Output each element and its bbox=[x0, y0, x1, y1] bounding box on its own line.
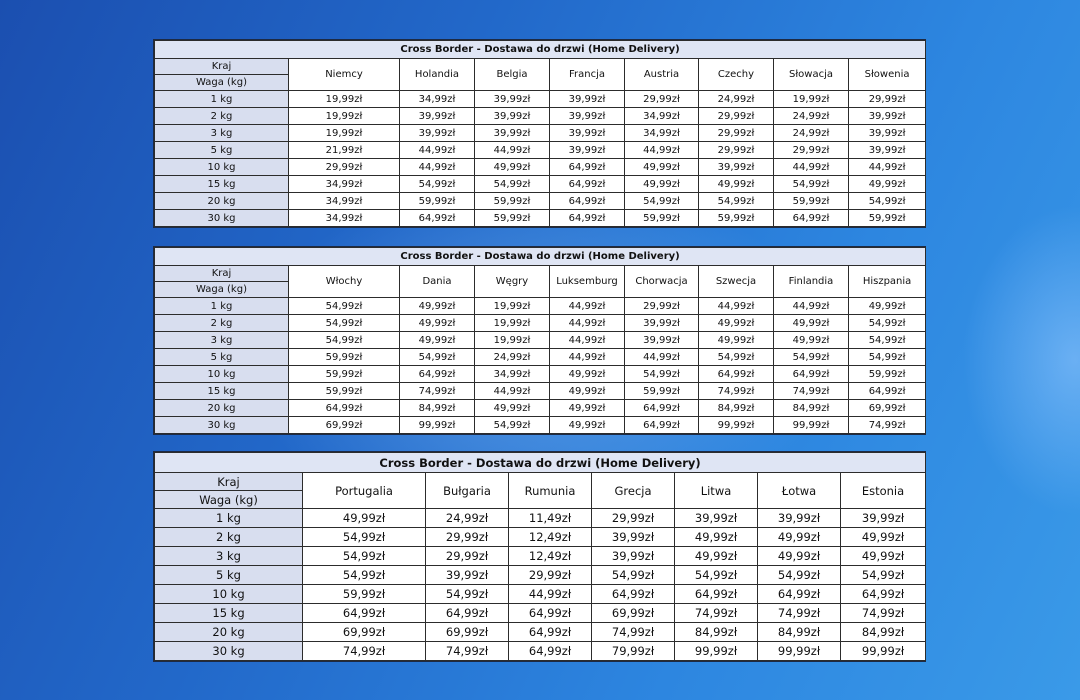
price-cell: 54,99zł bbox=[774, 349, 849, 366]
country-header: Belgia bbox=[475, 59, 550, 91]
price-cell: 44,99zł bbox=[550, 315, 625, 332]
country-header: Słowenia bbox=[849, 59, 926, 91]
price-cell: 49,99zł bbox=[303, 509, 426, 528]
price-cell: 49,99zł bbox=[625, 159, 699, 176]
weight-label: 1 kg bbox=[155, 298, 289, 315]
price-cell: 59,99zł bbox=[625, 210, 699, 227]
price-cell: 39,99zł bbox=[400, 108, 475, 125]
price-cell: 59,99zł bbox=[289, 366, 400, 383]
weight-label: 2 kg bbox=[155, 315, 289, 332]
table-row bbox=[155, 417, 926, 434]
price-cell: 64,99zł bbox=[699, 366, 774, 383]
weight-label: 1 kg bbox=[155, 509, 303, 528]
price-cell: 84,99zł bbox=[699, 400, 774, 417]
price-cell: 12,49zł bbox=[509, 547, 592, 566]
table-row bbox=[155, 193, 926, 210]
country-header: Finlandia bbox=[774, 266, 849, 298]
price-cell: 79,99zł bbox=[592, 642, 675, 661]
table-row bbox=[155, 332, 926, 349]
price-cell: 59,99zł bbox=[289, 349, 400, 366]
price-cell: 54,99zł bbox=[426, 585, 509, 604]
weight-label: 30 kg bbox=[155, 417, 289, 434]
price-cell: 74,99zł bbox=[592, 623, 675, 642]
price-cell: 99,99zł bbox=[675, 642, 758, 661]
price-cell: 49,99zł bbox=[758, 528, 841, 547]
country-header: Węgry bbox=[475, 266, 550, 298]
price-cell: 69,99zł bbox=[592, 604, 675, 623]
weight-label: 5 kg bbox=[155, 566, 303, 585]
price-cell: 39,99zł bbox=[849, 125, 926, 142]
weight-label: 5 kg bbox=[155, 349, 289, 366]
table-row bbox=[155, 210, 926, 227]
price-cell: 54,99zł bbox=[400, 176, 475, 193]
price-cell: 29,99zł bbox=[509, 566, 592, 585]
price-cell: 19,99zł bbox=[289, 108, 400, 125]
table-row bbox=[155, 91, 926, 108]
price-cell: 74,99zł bbox=[699, 383, 774, 400]
price-cell: 74,99zł bbox=[774, 383, 849, 400]
table-row bbox=[155, 176, 926, 193]
table-title: Cross Border - Dostawa do drzwi (Home Delivery) bbox=[155, 453, 926, 473]
price-cell: 19,99zł bbox=[475, 315, 550, 332]
price-cell: 39,99zł bbox=[758, 509, 841, 528]
price-cell: 74,99zł bbox=[849, 417, 926, 434]
price-cell: 49,99zł bbox=[475, 159, 550, 176]
header-country-label: Kraj bbox=[155, 59, 289, 75]
price-cell: 21,99zł bbox=[289, 142, 400, 159]
price-cell: 29,99zł bbox=[289, 159, 400, 176]
weight-label: 15 kg bbox=[155, 604, 303, 623]
weight-label: 2 kg bbox=[155, 528, 303, 547]
price-cell: 19,99zł bbox=[774, 91, 849, 108]
price-cell: 59,99zł bbox=[774, 193, 849, 210]
price-cell: 19,99zł bbox=[475, 298, 550, 315]
price-cell: 39,99zł bbox=[841, 509, 926, 528]
price-cell: 29,99zł bbox=[699, 125, 774, 142]
weight-label: 3 kg bbox=[155, 547, 303, 566]
price-cell: 54,99zł bbox=[289, 315, 400, 332]
price-cell: 64,99zł bbox=[550, 210, 625, 227]
table-row bbox=[155, 509, 926, 528]
weight-label: 20 kg bbox=[155, 193, 289, 210]
price-cell: 64,99zł bbox=[509, 623, 592, 642]
price-cell: 44,99zł bbox=[550, 349, 625, 366]
price-cell: 59,99zł bbox=[699, 210, 774, 227]
price-cell: 84,99zł bbox=[758, 623, 841, 642]
price-cell: 64,99zł bbox=[400, 366, 475, 383]
price-cell: 64,99zł bbox=[550, 193, 625, 210]
table-row bbox=[155, 642, 926, 661]
country-header: Holandia bbox=[400, 59, 475, 91]
price-cell: 64,99zł bbox=[426, 604, 509, 623]
table-row bbox=[155, 623, 926, 642]
country-header: Słowacja bbox=[774, 59, 849, 91]
country-header: Dania bbox=[400, 266, 475, 298]
price-cell: 49,99zł bbox=[675, 547, 758, 566]
price-cell: 54,99zł bbox=[303, 528, 426, 547]
table-title: Cross Border - Dostawa do drzwi (Home Delivery) bbox=[155, 41, 926, 59]
price-table-1 bbox=[153, 39, 926, 228]
price-cell: 29,99zł bbox=[699, 108, 774, 125]
price-cell: 44,99zł bbox=[400, 159, 475, 176]
price-cell: 49,99zł bbox=[699, 315, 774, 332]
price-cell: 29,99zł bbox=[774, 142, 849, 159]
price-cell: 54,99zł bbox=[625, 366, 699, 383]
table-row bbox=[155, 585, 926, 604]
price-cell: 44,99zł bbox=[400, 142, 475, 159]
price-cell: 54,99zł bbox=[475, 176, 550, 193]
price-cell: 39,99zł bbox=[475, 108, 550, 125]
price-cell: 59,99zł bbox=[400, 193, 475, 210]
table-row bbox=[155, 383, 926, 400]
price-cell: 34,99zł bbox=[625, 108, 699, 125]
header-country-label: Kraj bbox=[155, 266, 289, 282]
price-cell: 11,49zł bbox=[509, 509, 592, 528]
price-cell: 64,99zł bbox=[289, 400, 400, 417]
price-cell: 54,99zł bbox=[475, 417, 550, 434]
price-cell: 39,99zł bbox=[426, 566, 509, 585]
price-cell: 49,99zł bbox=[550, 417, 625, 434]
price-cell: 64,99zł bbox=[774, 366, 849, 383]
price-cell: 34,99zł bbox=[475, 366, 550, 383]
price-cell: 54,99zł bbox=[774, 176, 849, 193]
price-cell: 49,99zł bbox=[675, 528, 758, 547]
price-cell: 99,99zł bbox=[400, 417, 475, 434]
price-cell: 44,99zł bbox=[625, 142, 699, 159]
price-cell: 49,99zł bbox=[841, 528, 926, 547]
price-cell: 49,99zł bbox=[550, 366, 625, 383]
country-header: Rumunia bbox=[509, 473, 592, 509]
price-cell: 54,99zł bbox=[849, 315, 926, 332]
price-cell: 84,99zł bbox=[841, 623, 926, 642]
price-cell: 64,99zł bbox=[841, 585, 926, 604]
table-row bbox=[155, 528, 926, 547]
price-cell: 39,99zł bbox=[625, 315, 699, 332]
price-cell: 44,99zł bbox=[849, 159, 926, 176]
price-cell: 84,99zł bbox=[774, 400, 849, 417]
price-cell: 74,99zł bbox=[675, 604, 758, 623]
weight-label: 5 kg bbox=[155, 142, 289, 159]
price-cell: 64,99zł bbox=[675, 585, 758, 604]
country-header: Czechy bbox=[699, 59, 774, 91]
country-header: Hiszpania bbox=[849, 266, 926, 298]
weight-label: 10 kg bbox=[155, 159, 289, 176]
country-header: Bułgaria bbox=[426, 473, 509, 509]
price-cell: 69,99zł bbox=[849, 400, 926, 417]
price-cell: 19,99zł bbox=[289, 125, 400, 142]
price-cell: 39,99zł bbox=[475, 91, 550, 108]
price-cell: 54,99zł bbox=[289, 332, 400, 349]
price-cell: 64,99zł bbox=[849, 383, 926, 400]
table-title: Cross Border - Dostawa do drzwi (Home Delivery) bbox=[155, 248, 926, 266]
price-cell: 99,99zł bbox=[758, 642, 841, 661]
country-header: Chorwacja bbox=[625, 266, 699, 298]
price-cell: 69,99zł bbox=[289, 417, 400, 434]
weight-label: 20 kg bbox=[155, 400, 289, 417]
price-cell: 49,99zł bbox=[550, 400, 625, 417]
country-header: Estonia bbox=[841, 473, 926, 509]
price-cell: 49,99zł bbox=[841, 547, 926, 566]
price-cell: 39,99zł bbox=[550, 142, 625, 159]
weight-label: 10 kg bbox=[155, 366, 289, 383]
price-cell: 54,99zł bbox=[592, 566, 675, 585]
price-cell: 29,99zł bbox=[426, 547, 509, 566]
country-header: Austria bbox=[625, 59, 699, 91]
weight-label: 30 kg bbox=[155, 210, 289, 227]
price-cell: 64,99zł bbox=[625, 400, 699, 417]
price-cell: 39,99zł bbox=[699, 159, 774, 176]
country-header: Litwa bbox=[675, 473, 758, 509]
price-cell: 39,99zł bbox=[849, 108, 926, 125]
price-cell: 99,99zł bbox=[841, 642, 926, 661]
country-header: Grecja bbox=[592, 473, 675, 509]
table-row bbox=[155, 349, 926, 366]
price-cell: 64,99zł bbox=[550, 159, 625, 176]
price-cell: 34,99zł bbox=[289, 210, 400, 227]
price-cell: 34,99zł bbox=[625, 125, 699, 142]
price-cell: 74,99zł bbox=[841, 604, 926, 623]
table-row bbox=[155, 142, 926, 159]
price-cell: 54,99zł bbox=[699, 193, 774, 210]
price-cell: 44,99zł bbox=[475, 383, 550, 400]
price-cell: 64,99zł bbox=[550, 176, 625, 193]
price-cell: 39,99zł bbox=[849, 142, 926, 159]
weight-label: 1 kg bbox=[155, 91, 289, 108]
price-cell: 99,99zł bbox=[699, 417, 774, 434]
price-cell: 49,99zł bbox=[758, 547, 841, 566]
price-cell: 64,99zł bbox=[509, 604, 592, 623]
price-cell: 54,99zł bbox=[849, 332, 926, 349]
country-header: Szwecja bbox=[699, 266, 774, 298]
price-cell: 44,99zł bbox=[625, 349, 699, 366]
header-country-label: Kraj bbox=[155, 473, 303, 491]
price-cell: 44,99zł bbox=[550, 332, 625, 349]
weight-label: 30 kg bbox=[155, 642, 303, 661]
price-cell: 39,99zł bbox=[550, 125, 625, 142]
price-cell: 64,99zł bbox=[774, 210, 849, 227]
weight-label: 3 kg bbox=[155, 125, 289, 142]
price-cell: 54,99zł bbox=[625, 193, 699, 210]
price-cell: 24,99zł bbox=[426, 509, 509, 528]
price-cell: 49,99zł bbox=[475, 400, 550, 417]
table-row bbox=[155, 566, 926, 585]
price-table-3 bbox=[153, 451, 926, 662]
table-row bbox=[155, 108, 926, 125]
weight-label: 3 kg bbox=[155, 332, 289, 349]
price-cell: 29,99zł bbox=[592, 509, 675, 528]
price-cell: 59,99zł bbox=[289, 383, 400, 400]
table-row bbox=[155, 159, 926, 176]
price-cell: 49,99zł bbox=[400, 315, 475, 332]
price-cell: 44,99zł bbox=[699, 298, 774, 315]
price-cell: 64,99zł bbox=[758, 585, 841, 604]
price-cell: 24,99zł bbox=[699, 91, 774, 108]
price-cell: 54,99zł bbox=[303, 566, 426, 585]
price-cell: 49,99zł bbox=[849, 298, 926, 315]
price-cell: 39,99zł bbox=[550, 91, 625, 108]
price-cell: 39,99zł bbox=[550, 108, 625, 125]
price-cell: 49,99zł bbox=[774, 332, 849, 349]
price-cell: 24,99zł bbox=[475, 349, 550, 366]
price-cell: 29,99zł bbox=[625, 298, 699, 315]
country-header: Portugalia bbox=[303, 473, 426, 509]
table-row bbox=[155, 604, 926, 623]
price-cell: 39,99zł bbox=[592, 547, 675, 566]
price-cell: 49,99zł bbox=[400, 332, 475, 349]
country-header: Łotwa bbox=[758, 473, 841, 509]
price-cell: 24,99zł bbox=[774, 125, 849, 142]
price-cell: 39,99zł bbox=[592, 528, 675, 547]
price-cell: 19,99zł bbox=[289, 91, 400, 108]
price-cell: 74,99zł bbox=[303, 642, 426, 661]
price-cell: 74,99zł bbox=[400, 383, 475, 400]
price-cell: 69,99zł bbox=[426, 623, 509, 642]
price-cell: 54,99zł bbox=[303, 547, 426, 566]
table-row bbox=[155, 298, 926, 315]
price-table bbox=[154, 452, 926, 661]
price-cell: 44,99zł bbox=[550, 298, 625, 315]
price-cell: 49,99zł bbox=[774, 315, 849, 332]
price-cell: 34,99zł bbox=[289, 193, 400, 210]
price-cell: 24,99zł bbox=[774, 108, 849, 125]
price-cell: 54,99zł bbox=[841, 566, 926, 585]
price-cell: 64,99zł bbox=[400, 210, 475, 227]
price-cell: 49,99zł bbox=[699, 176, 774, 193]
price-cell: 39,99zł bbox=[475, 125, 550, 142]
table-row bbox=[155, 125, 926, 142]
price-cell: 59,99zł bbox=[475, 193, 550, 210]
country-header: Włochy bbox=[289, 266, 400, 298]
price-cell: 49,99zł bbox=[699, 332, 774, 349]
price-cell: 39,99zł bbox=[675, 509, 758, 528]
price-cell: 19,99zł bbox=[475, 332, 550, 349]
header-weight-label: Waga (kg) bbox=[155, 282, 289, 298]
price-cell: 44,99zł bbox=[509, 585, 592, 604]
weight-label: 15 kg bbox=[155, 176, 289, 193]
table-row bbox=[155, 547, 926, 566]
price-cell: 59,99zł bbox=[849, 366, 926, 383]
price-table bbox=[154, 40, 926, 227]
price-cell: 59,99zł bbox=[625, 383, 699, 400]
price-cell: 64,99zł bbox=[592, 585, 675, 604]
price-cell: 54,99zł bbox=[289, 298, 400, 315]
table-row bbox=[155, 400, 926, 417]
price-cell: 64,99zł bbox=[303, 604, 426, 623]
price-cell: 29,99zł bbox=[849, 91, 926, 108]
country-header: Francja bbox=[550, 59, 625, 91]
price-cell: 74,99zł bbox=[758, 604, 841, 623]
price-cell: 54,99zł bbox=[758, 566, 841, 585]
country-header: Luksemburg bbox=[550, 266, 625, 298]
price-cell: 49,99zł bbox=[849, 176, 926, 193]
price-cell: 29,99zł bbox=[625, 91, 699, 108]
price-cell: 44,99zł bbox=[475, 142, 550, 159]
price-cell: 99,99zł bbox=[774, 417, 849, 434]
price-cell: 29,99zł bbox=[426, 528, 509, 547]
weight-label: 10 kg bbox=[155, 585, 303, 604]
price-cell: 74,99zł bbox=[426, 642, 509, 661]
header-weight-label: Waga (kg) bbox=[155, 491, 303, 509]
table-row bbox=[155, 315, 926, 332]
price-cell: 39,99zł bbox=[625, 332, 699, 349]
price-cell: 59,99zł bbox=[849, 210, 926, 227]
price-cell: 44,99zł bbox=[774, 298, 849, 315]
price-table bbox=[154, 247, 926, 434]
price-cell: 59,99zł bbox=[303, 585, 426, 604]
price-cell: 44,99zł bbox=[774, 159, 849, 176]
price-cell: 39,99zł bbox=[400, 125, 475, 142]
weight-label: 2 kg bbox=[155, 108, 289, 125]
price-cell: 64,99zł bbox=[625, 417, 699, 434]
price-cell: 54,99zł bbox=[849, 193, 926, 210]
weight-label: 15 kg bbox=[155, 383, 289, 400]
price-cell: 84,99zł bbox=[400, 400, 475, 417]
price-cell: 29,99zł bbox=[699, 142, 774, 159]
price-cell: 34,99zł bbox=[289, 176, 400, 193]
table-row bbox=[155, 366, 926, 383]
header-weight-label: Waga (kg) bbox=[155, 75, 289, 91]
price-cell: 54,99zł bbox=[400, 349, 475, 366]
price-cell: 69,99zł bbox=[303, 623, 426, 642]
weight-label: 20 kg bbox=[155, 623, 303, 642]
price-cell: 54,99zł bbox=[699, 349, 774, 366]
price-cell: 84,99zł bbox=[675, 623, 758, 642]
price-cell: 59,99zł bbox=[475, 210, 550, 227]
price-cell: 49,99zł bbox=[400, 298, 475, 315]
price-cell: 54,99zł bbox=[849, 349, 926, 366]
price-cell: 64,99zł bbox=[509, 642, 592, 661]
price-cell: 54,99zł bbox=[675, 566, 758, 585]
country-header: Niemcy bbox=[289, 59, 400, 91]
price-cell: 12,49zł bbox=[509, 528, 592, 547]
price-cell: 34,99zł bbox=[400, 91, 475, 108]
price-cell: 49,99zł bbox=[625, 176, 699, 193]
price-table-2 bbox=[153, 246, 926, 435]
price-cell: 49,99zł bbox=[550, 383, 625, 400]
